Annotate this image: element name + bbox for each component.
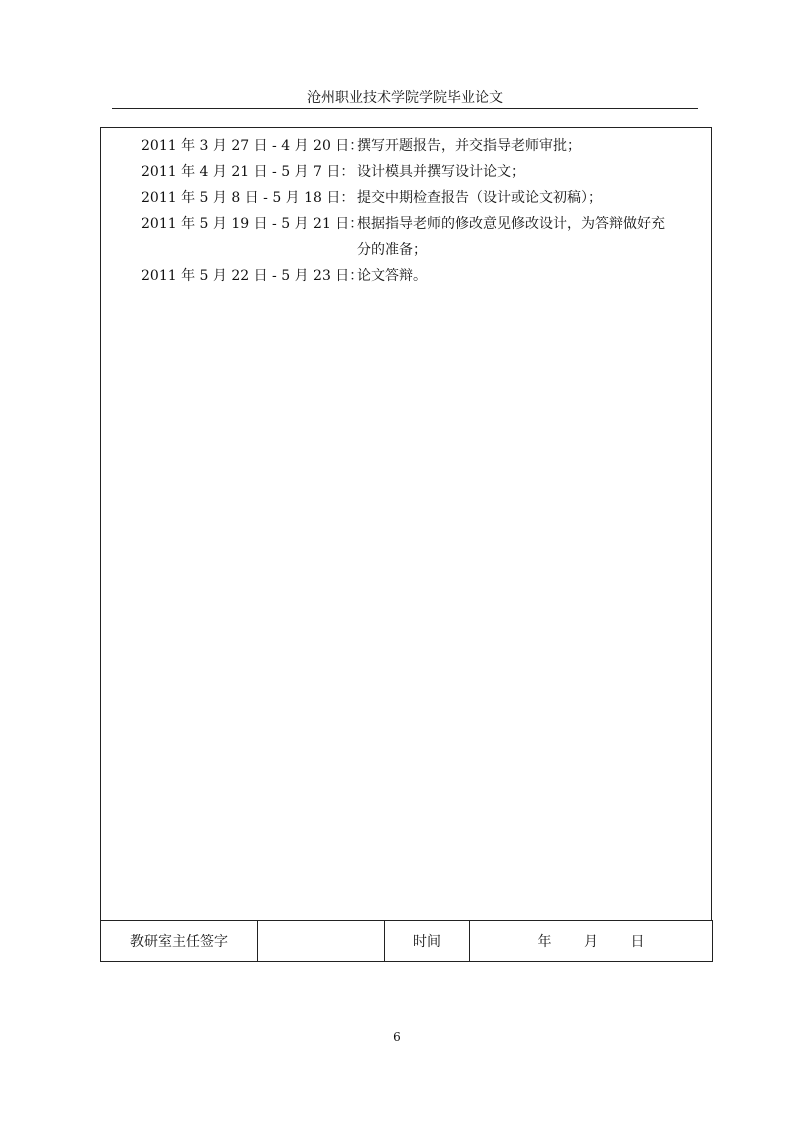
- schedule-date: 2011 年 5 月 22 日 - 5 月 23 日：: [141, 268, 364, 284]
- schedule-date: 2011 年 5 月 19 日 - 5 月 21 日：: [141, 216, 364, 232]
- page-number: 6: [393, 1030, 401, 1044]
- schedule-date: 2011 年 3 月 27 日 - 4 月 20 日：: [141, 138, 364, 154]
- page-header: [112, 88, 698, 109]
- schedule-task: 论文答辩。: [357, 268, 427, 284]
- schedule-list: [141, 133, 673, 289]
- day-label: 日: [630, 934, 645, 950]
- schedule-task: 根据指导老师的修改意见修改设计，为答辩做好充分的准备；: [357, 216, 665, 258]
- time-label: 时间: [385, 921, 470, 962]
- date-field[interactable]: [470, 921, 713, 962]
- header-title: 沧州职业技术学院学院毕业论文: [307, 90, 503, 106]
- schedule-box: [100, 127, 712, 921]
- signature-table: [100, 920, 713, 962]
- schedule-item: [141, 185, 673, 211]
- schedule-date: 2011 年 5 月 8 日 - 5 月 18 日：: [141, 190, 355, 206]
- signature-row: [101, 921, 713, 962]
- schedule-task: 撰写开题报告，并交指导老师审批；: [357, 138, 581, 154]
- schedule-item: [141, 263, 673, 289]
- schedule-task: 设计模具并撰写设计论文；: [357, 164, 525, 180]
- year-label: 年: [537, 934, 552, 950]
- month-label: 月: [584, 934, 598, 950]
- schedule-item: [141, 133, 673, 159]
- schedule-task: 提交中期检查报告（设计或论文初稿）；: [357, 190, 602, 206]
- director-signature-label: 教研室主任签字: [101, 921, 258, 962]
- director-signature-field[interactable]: [258, 921, 385, 962]
- schedule-date: 2011 年 4 月 21 日 - 5 月 7 日：: [141, 164, 355, 180]
- schedule-item: [141, 159, 673, 185]
- schedule-item: [141, 211, 673, 263]
